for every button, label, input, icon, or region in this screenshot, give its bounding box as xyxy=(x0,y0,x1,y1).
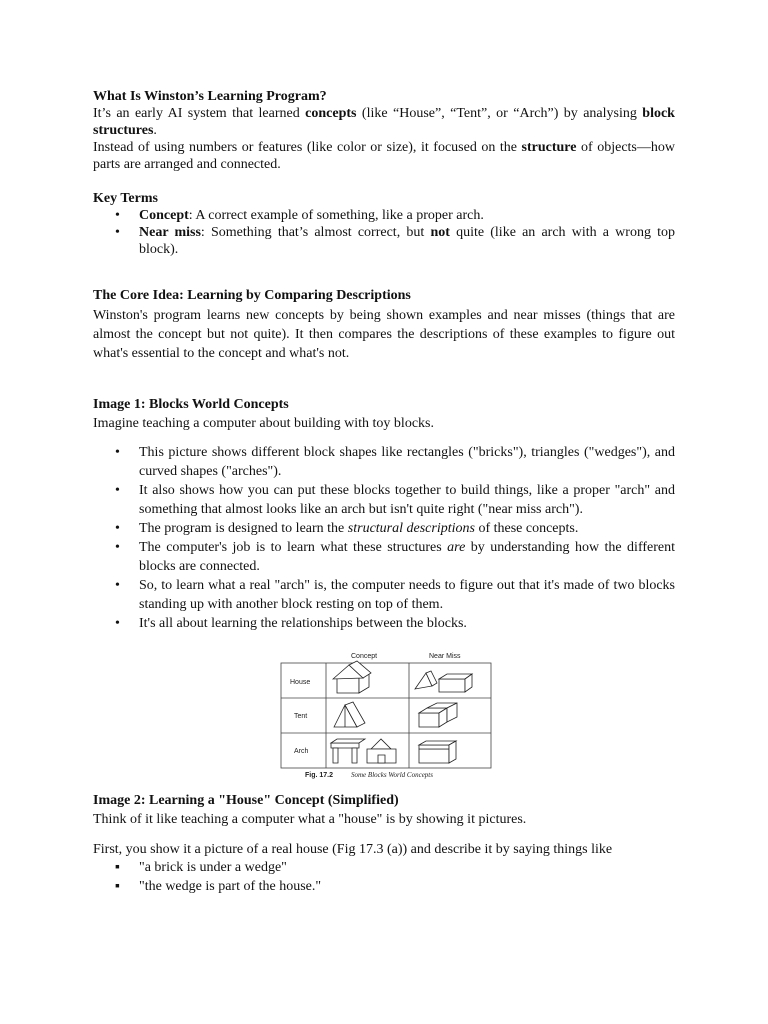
heading-image-1: Image 1: Blocks World Concepts xyxy=(93,397,289,412)
text-run: : A correct example of something, like a proper arch. xyxy=(188,208,484,223)
bold-term: not xyxy=(430,225,450,240)
list-item xyxy=(93,224,675,258)
text-run: . xyxy=(153,123,157,138)
paragraph-image-2-first: First, you show it a picture of a real house (Fig 17.3 (a)) and describe it by saying things like xyxy=(93,842,613,857)
house-concept-shape xyxy=(333,661,371,693)
bold-term: block structures xyxy=(93,106,675,138)
text-run: (like “House”, “Tent”, or “Arch”) by analysing xyxy=(356,106,643,121)
text-run: of objects—how parts are arranged and connected. xyxy=(93,140,675,172)
row-label-arch: Arch xyxy=(294,748,309,755)
text-run: quite (like an arch with a wrong top block). xyxy=(139,225,676,257)
col-header-near-miss: Near Miss xyxy=(429,653,461,660)
row-label-tent: Tent xyxy=(294,713,308,720)
paragraph-image-2-intro: Think of it like teaching a computer what a "house" is by showing it pictures. xyxy=(93,812,527,827)
heading-image-2: Image 2: Learning a "House" Concept (Simplified) xyxy=(93,793,399,808)
list-item xyxy=(93,207,675,224)
col-header-concept: Concept xyxy=(351,653,378,660)
text-run: It’s an early AI system that learned xyxy=(93,106,306,121)
italic-term: are xyxy=(447,540,466,555)
arch-near-miss-shape xyxy=(419,741,456,763)
bold-term: concepts xyxy=(305,106,357,121)
list-item: • So, to learn what a real "arch" is, the computer needs to figure out that it's made of two blocks standing up with another block resting on top of them. xyxy=(93,576,675,614)
list-item: • It's all about learning the relationships between the blocks. xyxy=(93,614,675,633)
list-item: ▪ "a brick is under a wedge" xyxy=(93,858,675,877)
image-2-bullet-list xyxy=(93,858,675,896)
figure-caption-number: Fig. 17.2 xyxy=(305,772,334,779)
arch-concept-shape xyxy=(331,739,396,763)
row-label-house: House xyxy=(290,679,311,686)
bold-term: Near miss xyxy=(139,225,201,240)
text-run: Instead of using numbers or features (like color or size), it focused on the xyxy=(93,140,522,155)
list-item: • This picture shows different block shapes like rectangles ("bricks"), triangles ("wedges"), and curved shapes ("arches"). xyxy=(93,443,675,481)
paragraph-image-1-intro: Imagine teaching a computer about building with toy blocks. xyxy=(93,416,434,431)
bold-term: structure xyxy=(521,140,577,155)
list-item: ▪ "the wedge is part of the house." xyxy=(93,877,675,896)
text-run: of these concepts. xyxy=(474,521,579,536)
house-near-miss-shape xyxy=(415,671,472,692)
list-item xyxy=(93,538,675,576)
text-run: : Something that’s almost correct, but xyxy=(200,225,431,240)
list-item xyxy=(93,519,675,538)
blocks-world-figure xyxy=(93,651,675,779)
tent-near-miss-shape xyxy=(419,703,457,727)
text-run: by understanding how the different blocks are connected. xyxy=(139,540,676,574)
paragraph-intro xyxy=(93,105,675,139)
heading-key-terms: Key Terms xyxy=(93,191,158,206)
italic-term: structural descriptions xyxy=(347,521,475,536)
list-item: • It also shows how you can put these blocks together to build things, like a proper "arch" and something that almost looks like an arch but isn't quite right ("near miss arch"). xyxy=(93,481,675,519)
image-1-bullet-list xyxy=(93,443,675,633)
bold-term: Concept xyxy=(139,208,189,223)
key-terms-list xyxy=(93,207,675,258)
paragraph-structure xyxy=(93,139,675,173)
heading-core-idea: The Core Idea: Learning by Comparing Descriptions xyxy=(93,288,411,303)
paragraph-core-idea: Winston's program learns new concepts by being shown examples and near misses (things that are almost the concept but not quite). It then compares the descriptions of these examples to figure out what's essential to the concept and what's not. xyxy=(93,308,675,361)
text-run: The program is designed to learn the xyxy=(139,521,348,536)
tent-concept-shape xyxy=(334,702,365,727)
heading-what-is: What Is Winston’s Learning Program? xyxy=(93,89,327,104)
figure-caption-text: Some Blocks World Concepts xyxy=(351,771,433,779)
document-content xyxy=(93,88,675,896)
blocks-world-diagram xyxy=(279,651,493,779)
text-run: The computer's job is to learn what these structures xyxy=(139,540,448,555)
